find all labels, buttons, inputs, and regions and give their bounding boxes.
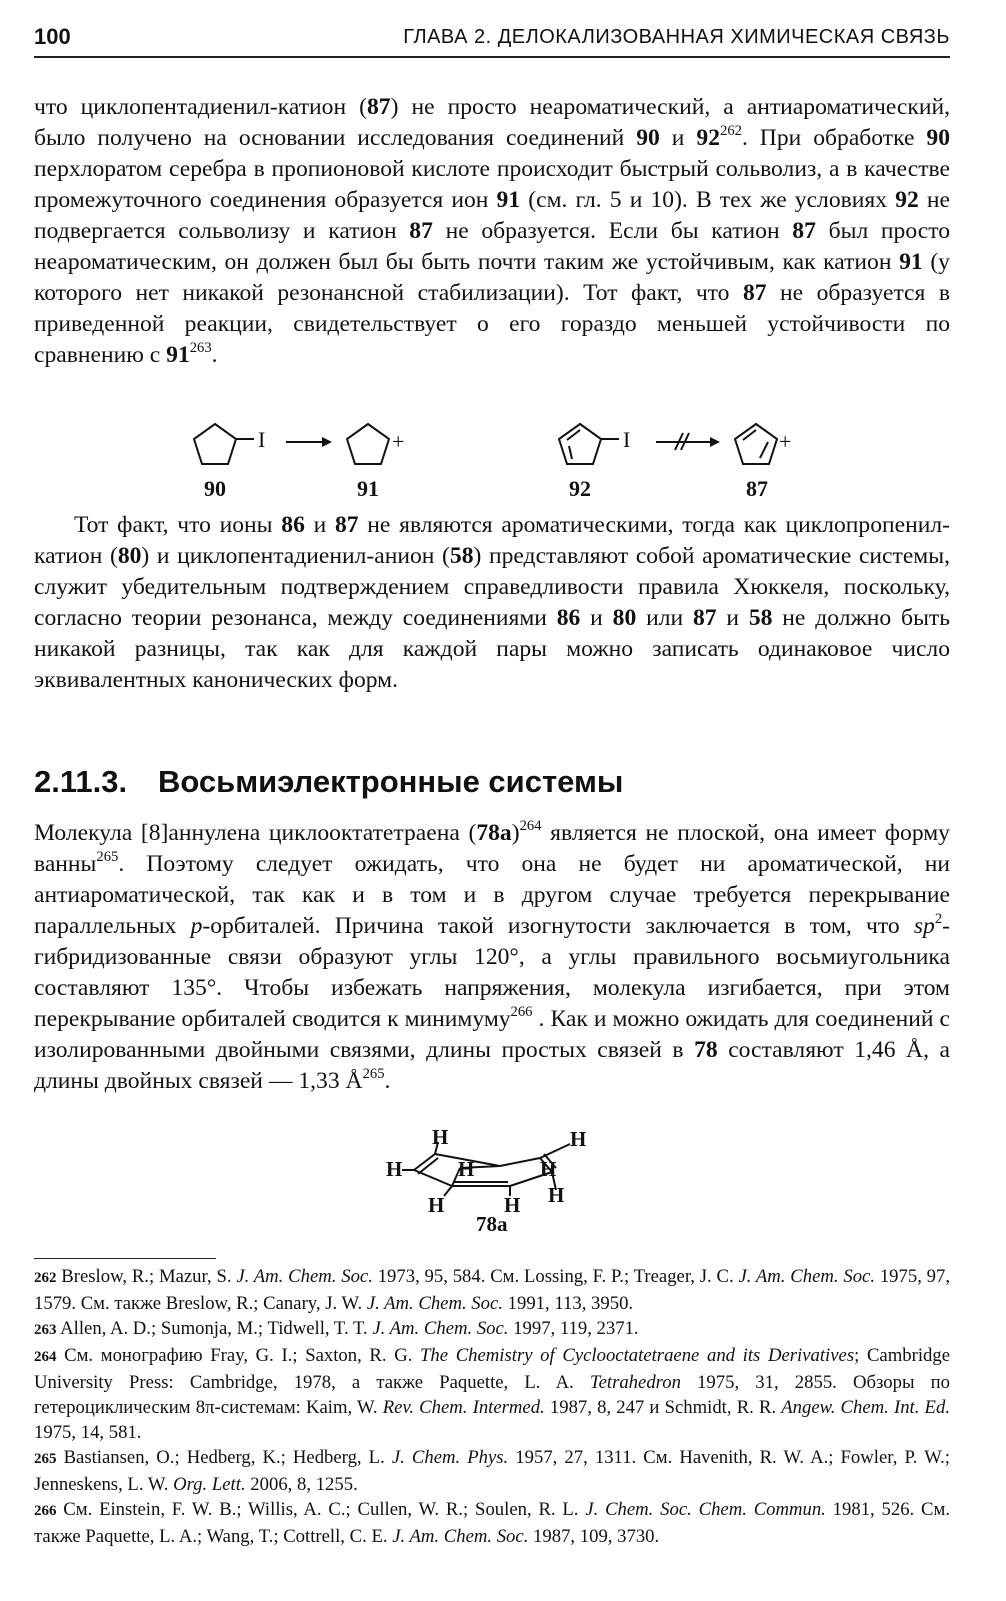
compound-label-91: 91 [357, 476, 379, 501]
reaction-scheme-drawing [170, 418, 810, 478]
section-heading [34, 764, 623, 800]
svg-text:H: H [548, 1183, 565, 1207]
svg-text:H: H [458, 1157, 475, 1181]
paragraph-3: Молекула [8]аннулена циклооктатетраена $(78a)^{264}$ является не плоской, она имеет форму ванны$^{265}$. Поэтому следует ожидать, что она не будет ни ароматической, ни антиароматической, так как и в том и в другом случае требуется перекрывание параллельных p-орбиталей. Причина такой изогнутости заключается в том, что $sp^2$-гибридизованные связи образуют углы 120°, а углы правильного восьмиугольника составляют 135°. Чтобы избежать напряжения, молекула изгибается, при этом перекрывание орбиталей сводится к минимуму$^{266}$ . Как и можно ожидать для соединений с изолированными двойными связями, длины простых связей в 78 составляют 1,46 Å, а длины двойных связей — 1,33 $Å^{265}$. [34, 817, 950, 1094]
running-header [34, 20, 950, 58]
footnote-266: 266 См. Einstein, F. W. B.; Willis, A. C.; Cullen, W. R.; Soulen, R. L. J. Chem. Soc. Chem. Commun. 1981, 526. См. также Paquette, L. A.; Wang, T.; Cottrell, C. E. J. Am. Chem. Soc. 1987, 109, 3730. [34, 1499, 950, 1547]
structure-label-78a: 78a [476, 1212, 508, 1236]
compound-label-87: 87 [746, 476, 768, 501]
chapter-title: ГЛАВА 2. ДЕЛОКАЛИЗОВАННАЯ ХИМИЧЕСКАЯ СВЯЗЬ [403, 26, 950, 48]
footnote-separator [34, 1258, 216, 1259]
reaction-scheme [170, 418, 810, 510]
svg-text:H: H [504, 1193, 521, 1217]
section-title: Восьмиэлектронные системы [158, 764, 624, 799]
paragraph-1: что циклопентадиенил-катион (87) не просто неароматический, а антиароматический, было получено на основании исследования соединений 90 и $92^{262}$. При обработке 90 перхлоратом серебра в пропионовой кислоте происходит быстрый сольволиз, а в качестве промежуточного соединения образуется ион 91 (см. гл. 5 и 10). В тех же условиях 92 не подвергается сольволизу и катион 87 не образуется. Если бы катион 87 был просто неароматическим, он должен был бы быть почти таким же устойчивым, как катион 91 (у которого нет никакой резонансной стабилизации). Тот факт, что 87 не образуется в приведенной реакции, свидетельствует о его гораздо меньшей устойчивости по сравнению с $91^{263}$. [34, 94, 950, 368]
svg-text:H: H [428, 1193, 445, 1217]
cyclooctatetraene-drawing [380, 1128, 620, 1218]
footnote-262: 262 Breslow, R.; Mazur, S. J. Am. Chem. Soc. 1973, 95, 584. См. Lossing, F. P.; Treager, J. C. J. Am. Chem. Soc. 1975, 97, 1579. См. также Breslow, R.; Canary, J. W. J. Am. Chem. Soc. 1991, 113, 3950. [34, 1266, 951, 1314]
svg-text:I: I [258, 427, 266, 452]
page-number: 100 [34, 24, 71, 49]
footnote-263: 263 Allen, A. D.; Sumonja, M.; Tidwell, T. T. J. Am. Chem. Soc. 1997, 119, 2371. [34, 1318, 639, 1339]
footnotes [34, 1264, 950, 1549]
svg-text:+: + [779, 429, 792, 454]
svg-text:H: H [570, 1128, 587, 1151]
paragraph-2: Тот факт, что ионы 86 и 87 не являются ароматическими, тогда как циклопропенил-катион (80) и циклопентадиенил-анион (58) представляют собой ароматические системы, служит убедительным подтверждением справедливости правила Хюккеля, поскольку, согласно теории резонанса, между соединениями 86 и 80 или 87 и 58 не должно быть никакой разницы, так как для каждой пары можно записать одинаковое число эквивалентных канонических форм. [34, 512, 950, 693]
svg-text:H: H [540, 1157, 557, 1181]
footnote-264: 264 См. монографию Fray, G. I.; Saxton, R. G. The Chemistry of Cyclooctatetraene and its Derivatives; Cambridge University Press: Cambridge, 1978, а также Paquette, L. A. Tetrahedron 1975, 31, 2855. Обзоры по гетероциклическим 8π-системам: Kaim, W. Rev. Chem. Intermed. 1987, 8, 247 и Schmidt, R. R. Angew. Chem. Int. Ed. 1975, 14, 581. [34, 1345, 950, 1443]
compound-label-92: 92 [569, 476, 591, 501]
section-number: 2.11.3. [34, 764, 128, 799]
svg-text:H: H [432, 1128, 449, 1149]
compound-label-90: 90 [204, 476, 226, 501]
cyclooctatetraene-structure [380, 1128, 620, 1242]
footnote-265: 265 Bastiansen, O.; Hedberg, K.; Hedberg, L. J. Chem. Phys. 1957, 27, 1311. См. Havenith, R. W. A.; Fowler, P. W.; Jenneskens, L. W. Org. Lett. 2006, 8, 1255. [34, 1447, 951, 1495]
svg-text:+: + [392, 429, 405, 454]
svg-text:H: H [386, 1157, 403, 1181]
svg-text:I: I [623, 427, 631, 452]
